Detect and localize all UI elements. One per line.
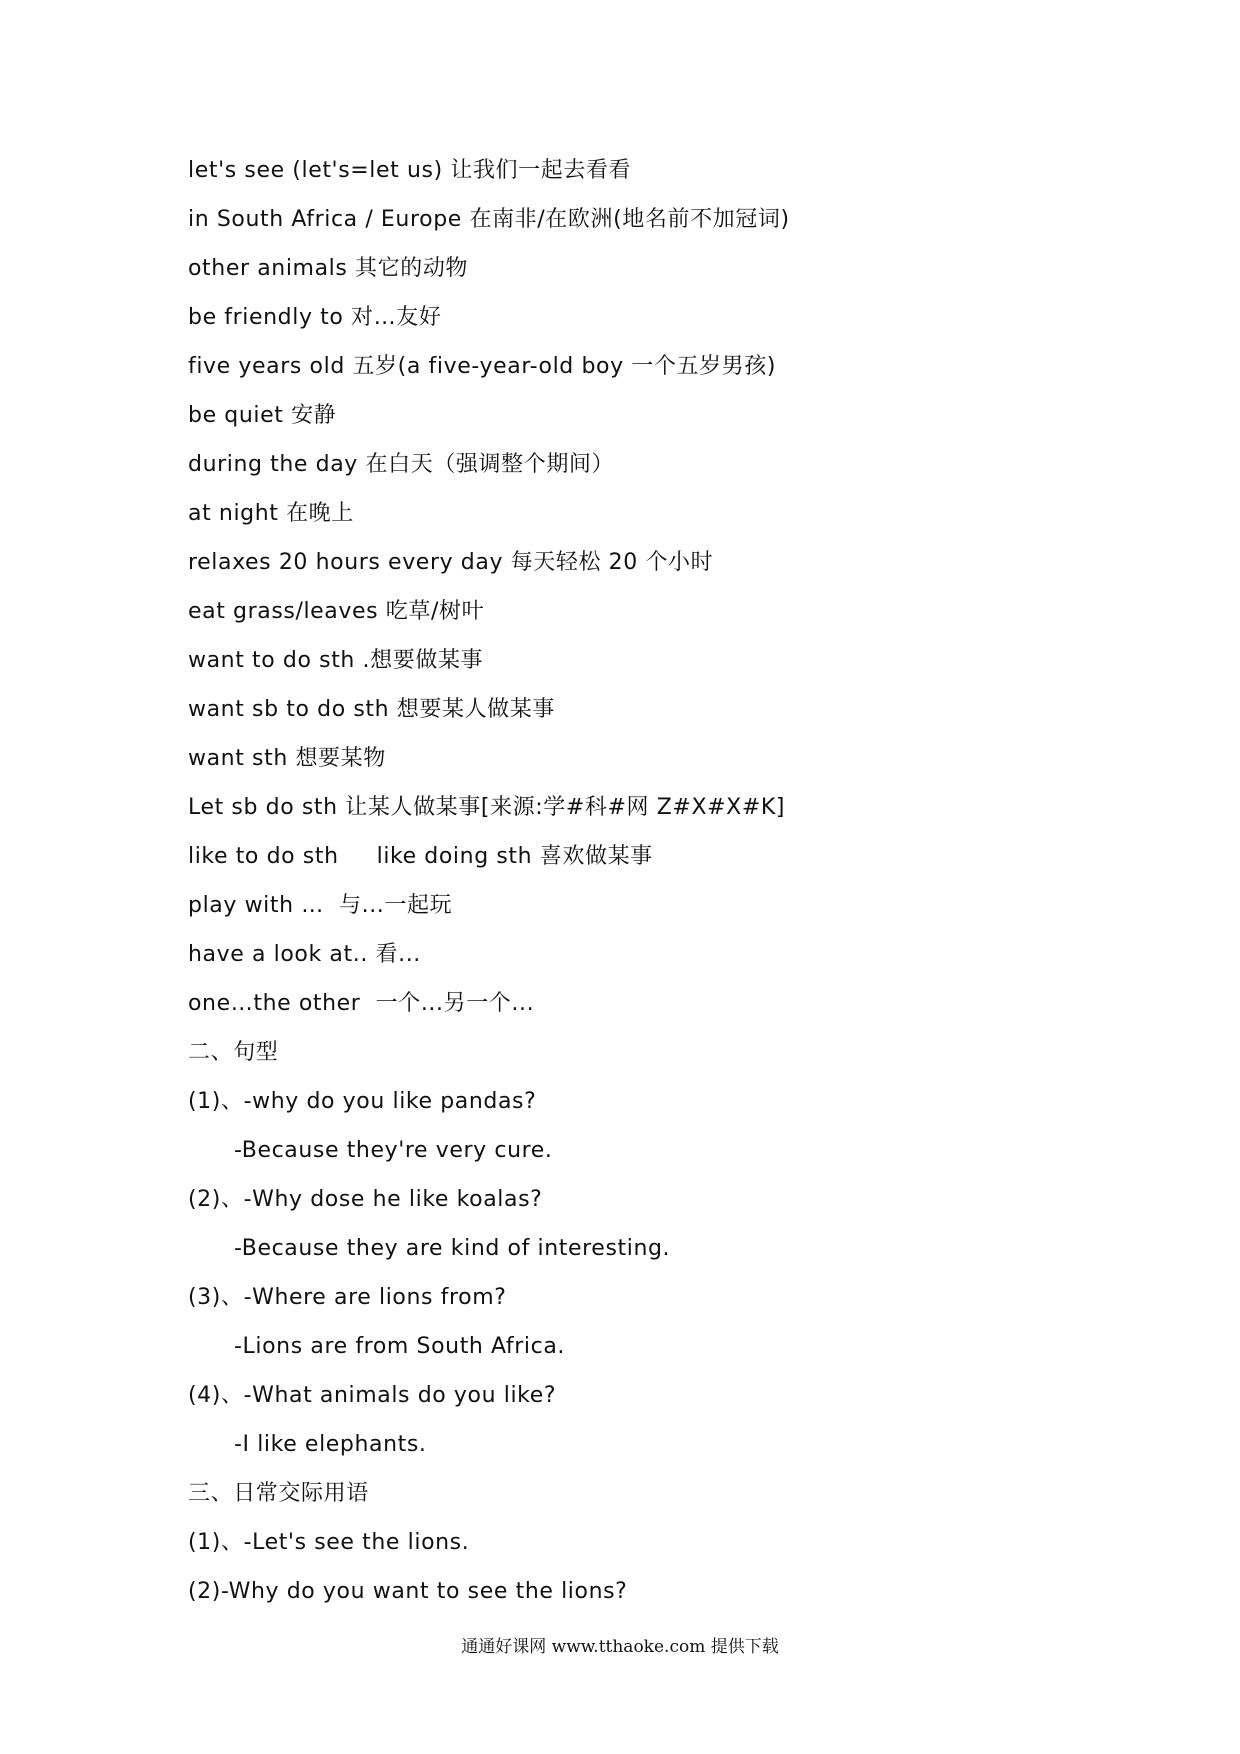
phrase-line: want sth 想要某物 xyxy=(188,746,386,771)
question-line: (3)、-Where are lions from? xyxy=(188,1285,507,1310)
answer-line: -Because they're very cure. xyxy=(234,1138,553,1163)
phrase-line: have a look at.. 看... xyxy=(188,942,421,967)
phrase-line: be quiet 安静 xyxy=(188,403,337,428)
section-heading-daily-expressions: 三、日常交际用语 xyxy=(188,1481,369,1506)
answer-line: -Because they are kind of interesting. xyxy=(234,1236,671,1261)
phrase-line: be friendly to 对…友好 xyxy=(188,305,442,330)
phrase-line: one…the other 一个...另一个... xyxy=(188,991,535,1016)
phrase-line: in South Africa / Europe 在南非/在欧洲(地名前不加冠词) xyxy=(188,207,790,232)
phrase-line: during the day 在白天（强调整个期间） xyxy=(188,452,615,477)
page-footer: 通通好课网 www.tthaoke.com 提供下载 xyxy=(461,1637,779,1657)
phrase-line: at night 在晚上 xyxy=(188,501,354,526)
document-content xyxy=(188,158,1108,1616)
section-heading-sentence-patterns: 二、句型 xyxy=(188,1040,279,1065)
phrase-line: Let sb do sth 让某人做某事[来源:学#科#网 Z#X#X#K] xyxy=(188,795,786,820)
phrase-line: let's see (let's=let us) 让我们一起去看看 xyxy=(188,158,632,183)
question-line: (1)、-why do you like pandas? xyxy=(188,1089,537,1114)
answer-line: -Lions are from South Africa. xyxy=(234,1334,565,1359)
expression-line: (2)-Why do you want to see the lions? xyxy=(188,1579,628,1604)
phrase-line: want to do sth .想要做某事 xyxy=(188,648,484,673)
phrase-line: eat grass/leaves 吃草/树叶 xyxy=(188,599,485,624)
expression-line: (1)、-Let's see the lions. xyxy=(188,1530,470,1555)
question-line: (4)、-What animals do you like? xyxy=(188,1383,557,1408)
question-line: (2)、-Why dose he like koalas? xyxy=(188,1187,543,1212)
phrase-line: like to do sth like doing sth 喜欢做某事 xyxy=(188,844,653,869)
phrase-line: other animals 其它的动物 xyxy=(188,256,469,281)
phrase-line: play with … 与...一起玩 xyxy=(188,893,453,918)
answer-line: -I like elephants. xyxy=(234,1432,427,1457)
phrase-line: relaxes 20 hours every day 每天轻松 20 个小时 xyxy=(188,550,714,575)
phrase-line: want sb to do sth 想要某人做某事 xyxy=(188,697,555,722)
phrase-line: five years old 五岁(a five-year-old boy 一个五岁男孩) xyxy=(188,354,777,379)
